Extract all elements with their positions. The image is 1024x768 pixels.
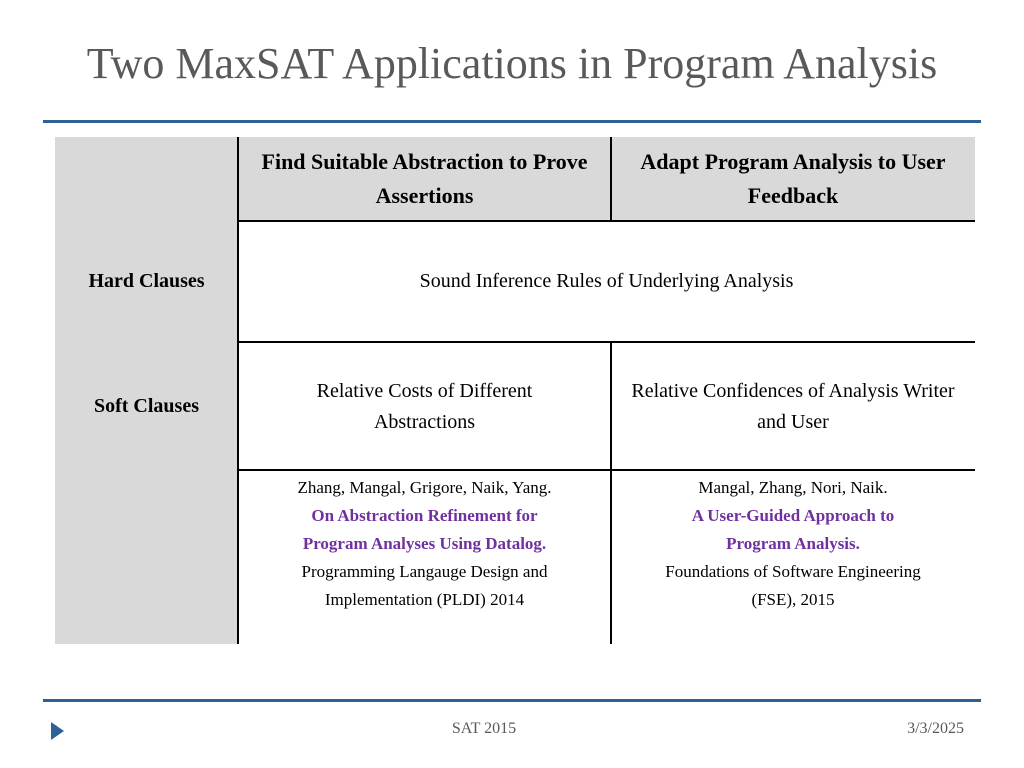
table-rule-soft [238, 469, 975, 471]
reference-fse-authors: Mangal, Zhang, Nori, Naik. [698, 478, 888, 497]
column-header-abstraction-label: Find Suitable Abstraction to Prove Assertions [261, 149, 588, 208]
row-label-hard-clauses [55, 221, 238, 342]
table-rule-header [238, 220, 975, 222]
references-label-cell [55, 470, 238, 644]
soft-clauses-abstraction-cell [238, 342, 611, 470]
reference-fse-venue-line2: (FSE), 2015 [751, 590, 835, 609]
reference-pldi-venue-line2: Implementation (PLDI) 2014 [324, 590, 525, 609]
comparison-table [55, 137, 975, 644]
footer-divider [43, 699, 981, 702]
table-rule-middle-body [610, 342, 612, 644]
hard-clauses-label: Hard Clauses [88, 270, 205, 292]
soft-clauses-label: Soft Clauses [93, 394, 199, 417]
footer-event: SAT 2015 [451, 720, 517, 737]
reference-fse-cell [611, 470, 975, 644]
hard-clauses-cell [238, 221, 975, 342]
reference-pldi-title-line2[interactable]: Program Analyses Using Datalog. [302, 534, 547, 553]
column-header-feedback [611, 137, 975, 221]
reference-fse-title-line1[interactable]: A User-Guided Approach to [691, 506, 895, 525]
soft-clauses-abstraction-text: Relative Costs of Different Abstractions [316, 380, 533, 433]
table-rule-hard [238, 341, 975, 343]
reference-fse-title-line2[interactable]: Program Analysis. [726, 534, 860, 553]
reference-fse-venue-line1: Foundations of Software Engineering [665, 562, 921, 581]
row-label-soft-clauses [55, 342, 238, 470]
hard-clauses-text: Sound Inference Rules of Underlying Analysis [419, 270, 794, 292]
slide-title: Two MaxSAT Applications in Program Analysis [86, 39, 938, 88]
corner-cell [55, 137, 238, 221]
reference-pldi-authors: Zhang, Mangal, Grigore, Naik, Yang. [297, 478, 552, 497]
reference-pldi-title-line1[interactable]: On Abstraction Refinement for [311, 506, 538, 525]
column-header-abstraction [238, 137, 611, 221]
footer-date: 3/3/2025 [907, 720, 964, 737]
title-divider [43, 120, 981, 123]
table-rule-label-column [237, 137, 239, 644]
reference-pldi-venue-line1: Programming Langauge Design and [301, 562, 548, 581]
reference-pldi-cell [238, 470, 611, 644]
soft-clauses-feedback-cell [611, 342, 975, 470]
column-header-feedback-label: Adapt Program Analysis to User Feedback [640, 149, 946, 208]
soft-clauses-feedback-text: Relative Confidences of Analysis Writer and User [631, 380, 955, 433]
table-rule-middle-header [610, 137, 612, 221]
